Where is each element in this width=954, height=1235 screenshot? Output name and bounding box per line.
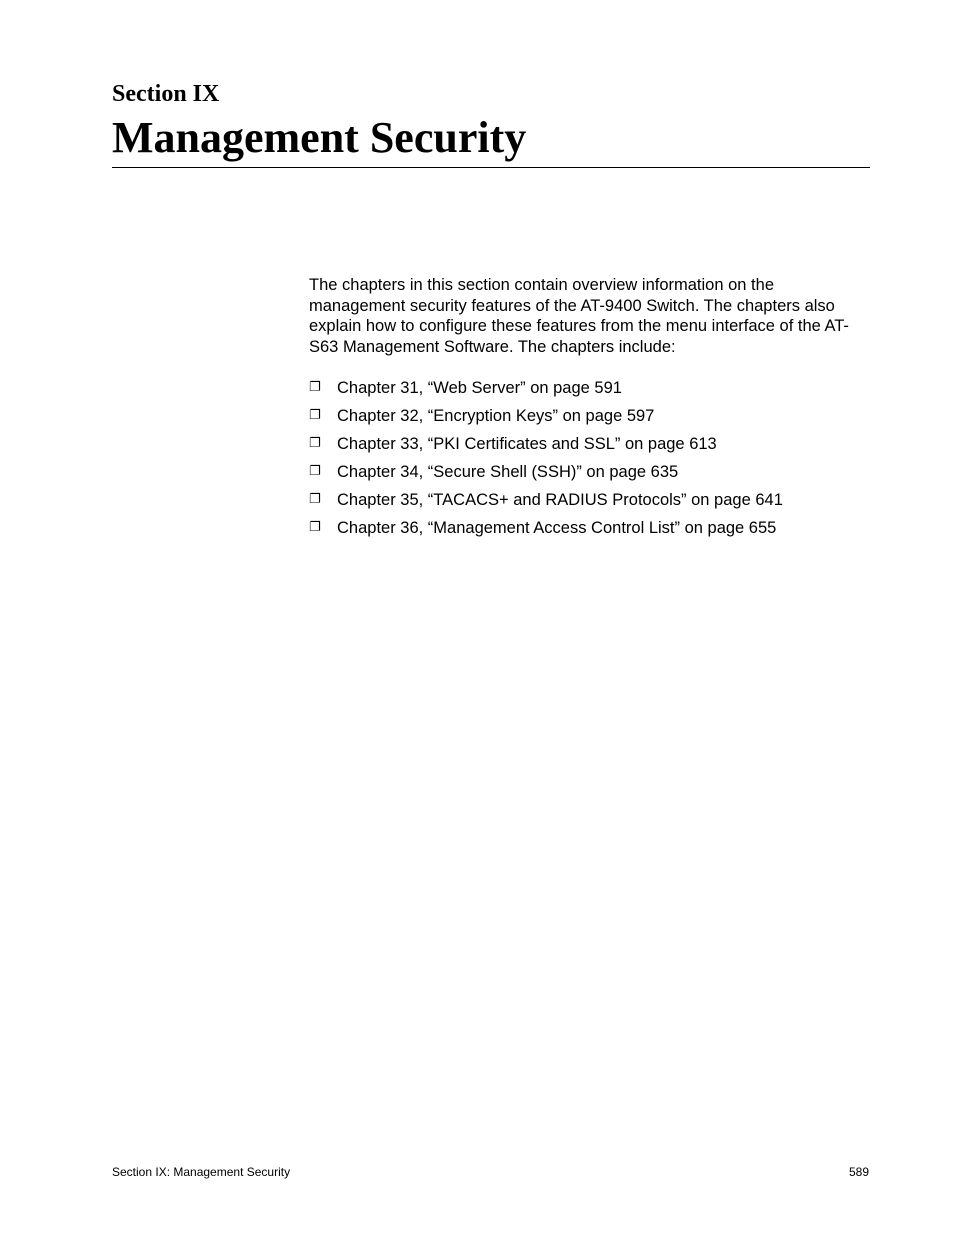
intro-paragraph: The chapters in this section contain overview information on the management security features of the AT-9400 Switch. The chapters also explain how to configure these features from the menu interface of the AT-S63 Management Software. The chapters include:	[309, 276, 849, 356]
chapter-link[interactable]: Chapter 32, “Encryption Keys” on page 597	[337, 407, 655, 425]
checkbox-bullet-icon: ❐	[309, 464, 321, 479]
title-rule	[112, 167, 870, 168]
chapter-link[interactable]: Chapter 35, “TACACS+ and RADIUS Protocols” on page 641	[337, 491, 783, 509]
list-item	[309, 374, 869, 402]
chapter-link[interactable]: Chapter 33, “PKI Certificates and SSL” on page 613	[337, 435, 717, 453]
checkbox-bullet-icon: ❐	[309, 380, 321, 395]
list-item	[309, 402, 869, 430]
chapter-list	[309, 374, 869, 542]
list-item	[309, 486, 869, 514]
list-item	[309, 430, 869, 458]
chapter-link[interactable]: Chapter 31, “Web Server” on page 591	[337, 379, 622, 397]
checkbox-bullet-icon: ❐	[309, 436, 321, 451]
section-label: Section IX	[112, 81, 220, 107]
footer-page-number: 589	[848, 1165, 869, 1179]
list-item	[309, 514, 869, 542]
checkbox-bullet-icon: ❐	[309, 492, 321, 507]
list-item	[309, 458, 869, 486]
checkbox-bullet-icon: ❐	[309, 408, 321, 423]
checkbox-bullet-icon: ❐	[309, 520, 321, 535]
chapter-link[interactable]: Chapter 36, “Management Access Control List” on page 655	[337, 519, 777, 537]
footer-section-title: Section IX: Management Security	[112, 1165, 291, 1179]
chapter-link[interactable]: Chapter 34, “Secure Shell (SSH)” on page 635	[337, 463, 679, 481]
page-title: Management Security	[112, 113, 527, 162]
